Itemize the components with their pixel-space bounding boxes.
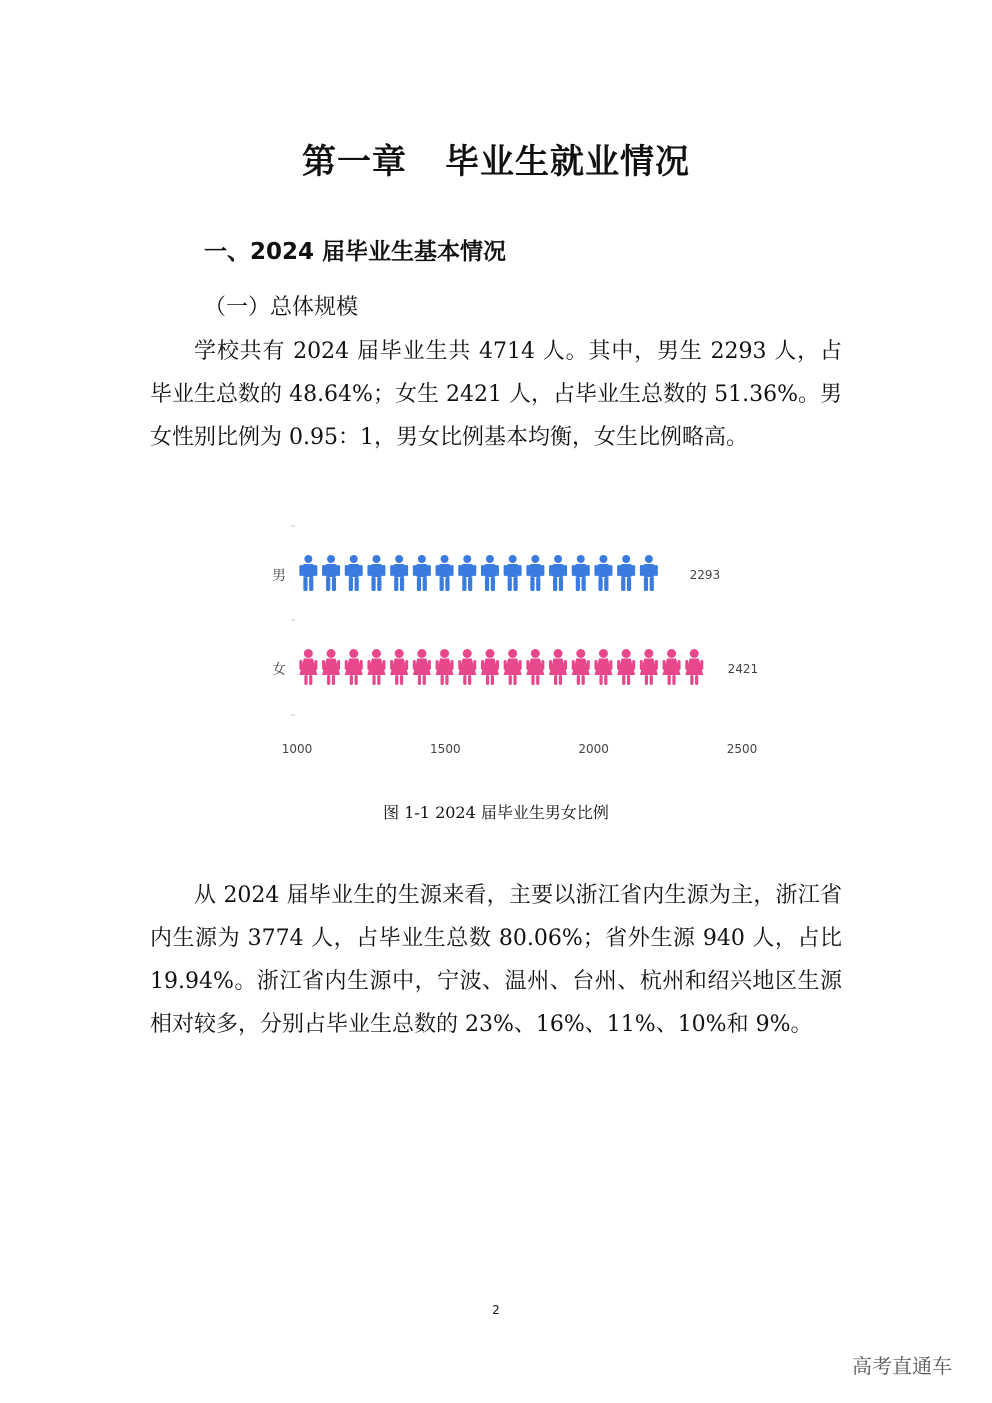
male-person-icon <box>617 555 635 591</box>
page-number: 2 <box>492 1303 500 1317</box>
female-person-icon <box>367 649 385 685</box>
female-person-icon <box>594 649 612 685</box>
category-label: 女 <box>272 662 286 678</box>
male-person-icon <box>526 555 544 591</box>
chapter-number: 第一章 <box>302 142 407 182</box>
watermark: 高考直通车 <box>852 1354 952 1378</box>
subsection-heading: （一）总体规模 <box>204 295 359 320</box>
male-person-icon <box>640 555 658 591</box>
female-person-icon <box>504 649 522 685</box>
x-tick-label: 1000 <box>281 742 313 756</box>
male-person-icon <box>390 555 408 591</box>
female-person-icon <box>458 649 476 685</box>
female-person-icon <box>663 649 681 685</box>
female-person-icon <box>526 649 544 685</box>
male-person-icon <box>458 555 476 591</box>
female-person-icon <box>436 649 454 685</box>
data-label: 2421 <box>727 662 759 676</box>
male-person-icon <box>345 555 363 591</box>
male-person-icon <box>572 555 590 591</box>
female-person-icon <box>299 649 317 685</box>
chapter-name: 毕业生就业情况 <box>445 142 690 182</box>
female-person-icon <box>390 649 408 685</box>
female-person-icon <box>640 649 658 685</box>
male-person-icon <box>549 555 567 591</box>
female-person-icon <box>549 649 567 685</box>
female-person-icon <box>481 649 499 685</box>
female-person-icon <box>413 649 431 685</box>
gender-pictogram-chart <box>260 520 780 770</box>
female-person-icon <box>572 649 590 685</box>
female-person-icon <box>345 649 363 685</box>
data-label: 2293 <box>689 568 721 582</box>
male-person-icon <box>504 555 522 591</box>
male-person-icon <box>436 555 454 591</box>
male-person-icon <box>481 555 499 591</box>
female-person-icon <box>322 649 340 685</box>
female-person-icon <box>617 649 635 685</box>
paragraph-overview: 学校共有 2024 届毕业生共 4714 人。其中，男生 2293 人，占毕业生总数的 48.64%；女生 2421 人，占毕业生总数的 51.36%。男女性别比例为 0.95：1，男女比例基本均衡，女生比例略高。 <box>150 339 842 450</box>
male-person-icon <box>322 555 340 591</box>
male-person-icon <box>594 555 612 591</box>
female-person-icon <box>685 649 703 685</box>
x-tick-label: 1500 <box>430 742 461 756</box>
paragraph-origin: 从 2024 届毕业生的生源来看，主要以浙江省内生源为主，浙江省内生源为 3774 人，占毕业生总数 80.06%；省外生源 940 人，占比 19.94%。浙江省内生源中，宁波、温州、台州、杭州和绍兴地区生源相对较多，分别占毕业生总数的 23%、16%、11%、10%和 9%。 <box>150 883 842 1037</box>
x-tick-label: 2000 <box>578 742 609 756</box>
chapter-title <box>0 134 992 183</box>
section-heading: 一、2024 届毕业生基本情况 <box>204 239 507 265</box>
male-person-icon <box>367 555 385 591</box>
male-person-icon <box>299 555 317 591</box>
figure-caption: 图 1-1 2024 届毕业生男女比例 <box>383 803 609 822</box>
male-person-icon <box>413 555 431 591</box>
category-label: 男 <box>272 568 286 584</box>
x-tick-label: 2500 <box>726 742 758 756</box>
